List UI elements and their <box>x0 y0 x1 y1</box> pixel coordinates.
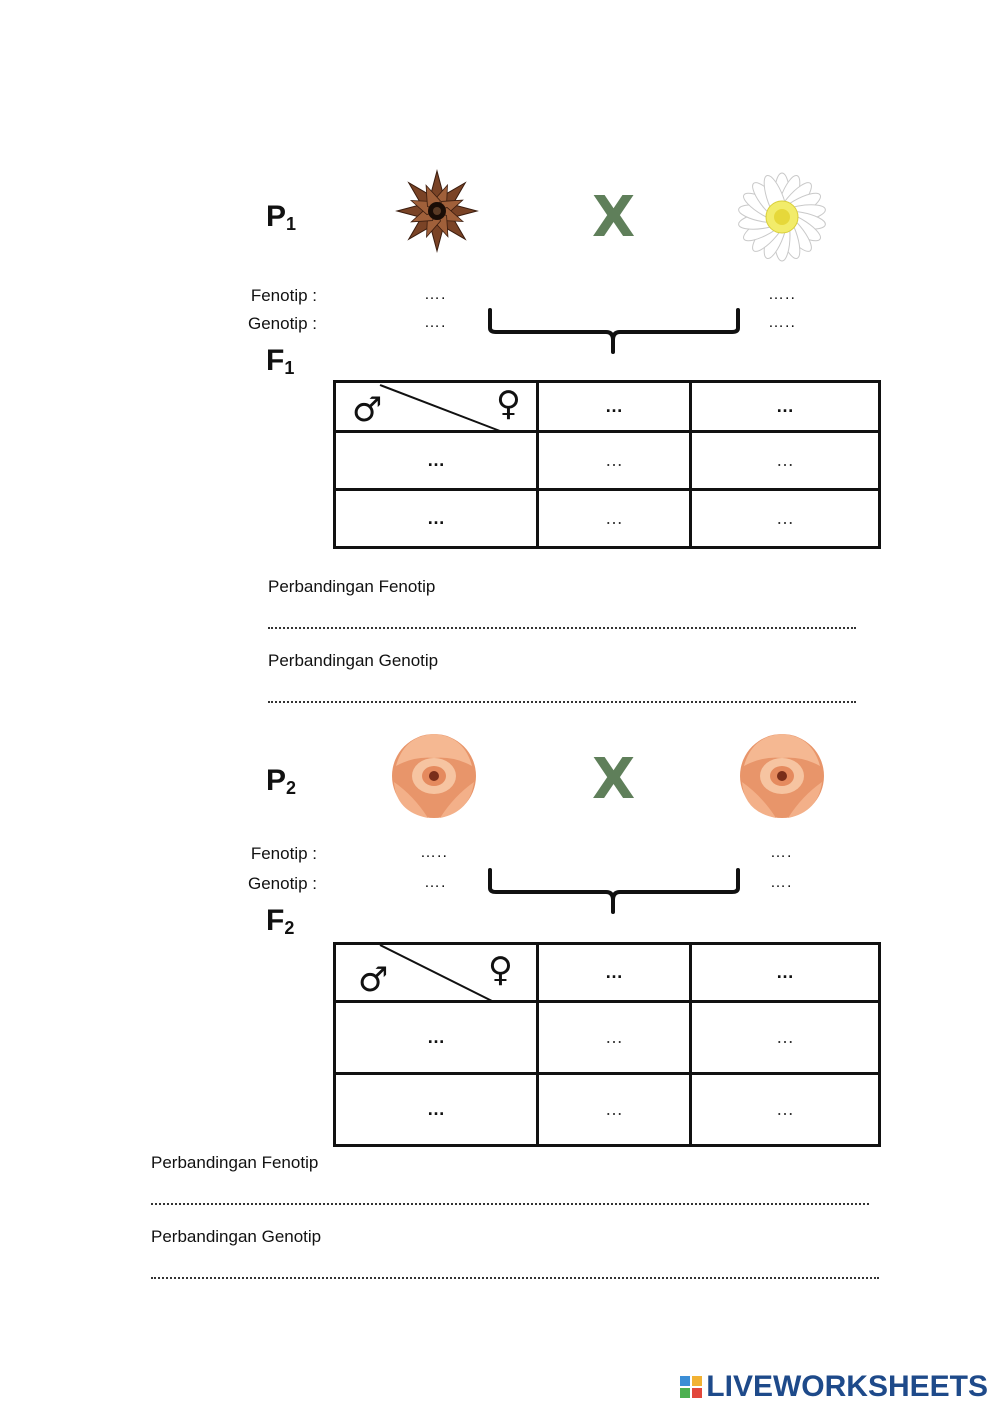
offspring-label-main: F <box>266 344 285 377</box>
genotip-label: Genotip : <box>248 874 317 893</box>
cross-icon: X <box>592 185 636 250</box>
male-gamete-cell-2[interactable]: … <box>335 490 538 548</box>
offspring-label-sub: 1 <box>284 358 295 378</box>
rose-flower-image-right <box>736 730 828 822</box>
offspring-cell[interactable]: … <box>538 1074 691 1146</box>
offspring-cell[interactable]: … <box>538 432 691 490</box>
ratio-genotip-input[interactable] <box>151 1277 879 1279</box>
white-flower-image <box>726 172 838 262</box>
right-genotip-value[interactable]: …. <box>770 874 793 891</box>
female-gamete-cell-1[interactable]: … <box>538 382 691 432</box>
parent-label-main: P <box>266 764 287 797</box>
parent-label-p1 <box>266 200 296 235</box>
male-gamete-cell-1[interactable]: … <box>335 432 538 490</box>
female-gamete-cell-2[interactable]: … <box>691 382 880 432</box>
ratio-genotip-label: Perbandingan Genotip <box>268 651 439 670</box>
logo-mark-icon <box>680 1376 702 1398</box>
punnett-square-f2 <box>333 942 881 1147</box>
parent-label-main: P <box>266 200 287 233</box>
offspring-cell[interactable]: … <box>538 1002 691 1074</box>
liveworksheets-logo <box>680 1370 988 1404</box>
cross-icon: X <box>592 747 636 812</box>
fenotip-label: Fenotip : <box>250 286 317 305</box>
brown-flower-image <box>392 168 482 254</box>
offspring-cell[interactable]: … <box>691 1074 880 1146</box>
right-fenotip-value[interactable]: …. <box>770 844 793 861</box>
offspring-label-f1 <box>266 344 294 379</box>
male-symbol-icon: ♂ <box>358 960 389 1000</box>
offspring-label-main: F <box>266 904 285 937</box>
offspring-cell[interactable]: … <box>691 432 880 490</box>
rose-flower-image-left <box>388 730 480 822</box>
offspring-label-sub: 2 <box>284 918 295 938</box>
fenotip-label: Fenotip : <box>250 844 317 863</box>
right-genotip-value[interactable]: ….. <box>768 314 796 331</box>
ratio-fenotip-label: Perbandingan Fenotip <box>151 1153 319 1172</box>
right-fenotip-value[interactable]: ….. <box>768 286 796 303</box>
parent-label-sub: 1 <box>286 214 297 234</box>
punnett-square-f1 <box>333 380 881 549</box>
brand-text: LIVEWORKSHEETS <box>706 1370 988 1403</box>
brace-icon <box>486 868 742 916</box>
ratio-fenotip-label: Perbandingan Fenotip <box>268 577 436 596</box>
offspring-cell[interactable]: … <box>691 1002 880 1074</box>
left-genotip-value[interactable]: …. <box>424 314 447 331</box>
ratio-fenotip-input[interactable] <box>268 627 856 629</box>
offspring-cell[interactable]: … <box>691 490 880 548</box>
brace-icon <box>486 308 742 356</box>
female-gamete-cell-1[interactable]: … <box>538 944 691 1002</box>
offspring-cell[interactable]: … <box>538 490 691 548</box>
left-fenotip-value[interactable]: ….. <box>420 844 448 861</box>
male-gamete-cell-1[interactable]: … <box>335 1002 538 1074</box>
ratio-genotip-input[interactable] <box>268 701 856 703</box>
parent-label-sub: 2 <box>286 778 297 798</box>
offspring-label-f2 <box>266 904 294 939</box>
female-symbol-icon: ♀ <box>488 950 513 990</box>
male-gamete-cell-2[interactable]: … <box>335 1074 538 1146</box>
ratio-genotip-label: Perbandingan Genotip <box>151 1227 322 1246</box>
female-symbol-icon: ♀ <box>496 384 521 424</box>
ratio-fenotip-input[interactable] <box>151 1203 869 1205</box>
punnett-corner <box>335 944 538 1002</box>
female-gamete-cell-2[interactable]: … <box>691 944 880 1002</box>
parent-label-p2 <box>266 764 296 799</box>
genotip-label: Genotip : <box>248 314 317 333</box>
left-genotip-value[interactable]: …. <box>424 874 447 891</box>
punnett-corner <box>335 382 538 432</box>
left-fenotip-value[interactable]: …. <box>424 286 447 303</box>
male-symbol-icon: ♂ <box>352 390 383 430</box>
